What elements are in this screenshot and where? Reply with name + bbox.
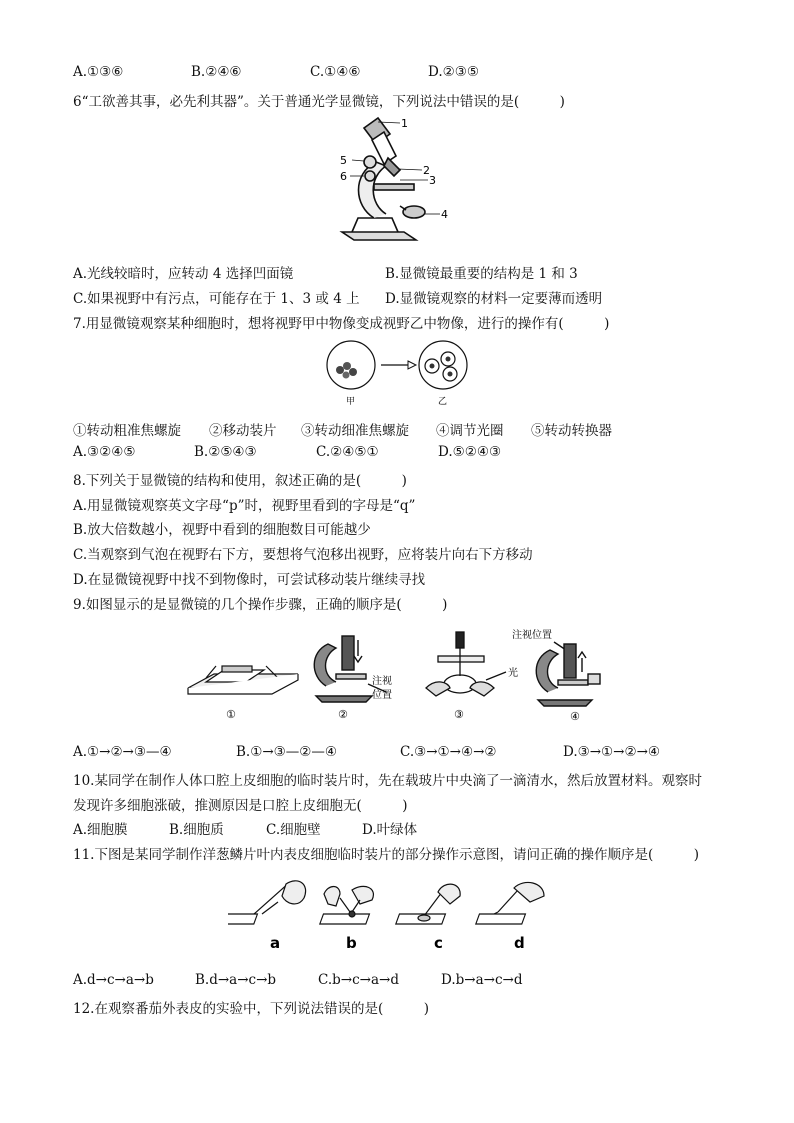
microscope-label-2: 2 (423, 164, 430, 177)
prep-label-a: a (270, 934, 281, 952)
q7-step-5: ⑤转动转换器 (531, 423, 612, 439)
q7-step-3: ③转动细准焦螺旋 (301, 423, 409, 439)
slide-preparation-figure (228, 874, 564, 954)
step-label-2: ② (338, 708, 348, 721)
q6-option-b: B.显微镜最重要的结构是 1 和 3 (385, 266, 578, 282)
step-label-1: ① (226, 708, 236, 721)
view-field-label-jia: 甲 (346, 397, 356, 407)
q12-stem: 12.在观察番茄外表皮的实验中，下列说法错误的是( ) (73, 1001, 430, 1017)
q10-option-a: A.细胞膜 (73, 822, 128, 838)
q10-option-d: D.叶绿体 (362, 822, 418, 838)
step-label-zhushi: 注视 (372, 676, 392, 687)
q9-option-a: A.①→②→③—④ (73, 744, 172, 760)
q7-option-c: C.②④⑤① (316, 444, 379, 460)
q8-option-c: C.当观察到气泡在视野右下方，要想将气泡移出视野，应将装片向右下方移动 (73, 547, 533, 563)
q5-option-b: B.②④⑥ (191, 64, 242, 80)
step-label-guang: 光 (508, 668, 518, 679)
q5-option-a: A.①③⑥ (73, 64, 124, 80)
view-field-label-yi: 乙 (438, 397, 448, 407)
q10-stem-line2: 发现许多细胞涨破，推测原因是口腔上皮细胞无( ) (73, 798, 408, 814)
q7-option-a: A.③②④⑤ (73, 444, 136, 460)
q8-option-d: D.在显微镜视野中找不到物像时，可尝试移动装片继续寻找 (73, 572, 426, 588)
step-label-zhushiweizhi: 注视位置 (512, 630, 552, 641)
microscope-label-4: 4 (441, 208, 448, 221)
q8-option-b: B.放大倍数越小，视野中看到的细胞数目可能越少 (73, 522, 371, 538)
microscope-steps-figure (186, 626, 606, 728)
q6-option-d: D.显微镜观察的材料一定要薄而透明 (385, 291, 603, 307)
q10-option-c: C.细胞壁 (266, 822, 321, 838)
q9-option-d: D.③→①→②→④ (563, 744, 660, 760)
microscope-label-6: 6 (340, 170, 347, 183)
q7-step-1: ①转动粗准焦螺旋 (73, 423, 181, 439)
microscope-label-5: 5 (340, 154, 347, 167)
q5-option-d: D.②③⑤ (428, 64, 479, 80)
q11-option-c: C.b→c→a→d (318, 972, 399, 988)
microscope-label-3: 3 (429, 174, 436, 187)
prep-label-d: d (514, 934, 525, 952)
view-field-figure (326, 336, 472, 408)
q11-option-b: B.d→a→c→b (195, 972, 277, 988)
q11-stem: 11.下图是某同学制作洋葱鳞片叶内表皮细胞临时装片的部分操作示意图，请问正确的操作顺序是( ) (73, 847, 700, 863)
q10-stem-line1: 10.某同学在制作人体口腔上皮细胞的临时装片时，先在载玻片中央滴了一滴清水，然后放置材料。观察时 (73, 773, 702, 789)
q6-stem: 6“工欲善其事，必先利其器”。关于普通光学显微镜，下列说法中错误的是( ) (73, 94, 565, 110)
q7-step-2: ②移动装片 (209, 423, 277, 439)
q5-option-c: C.①④⑥ (310, 64, 361, 80)
q9-option-c: C.③→①→④→② (400, 744, 497, 760)
q7-step-4: ④调节光圈 (436, 423, 504, 439)
step-label-weizhi: 位置 (372, 690, 392, 701)
q11-option-a: A.d→c→a→b (73, 972, 154, 988)
prep-label-b: b (346, 934, 357, 952)
q8-stem: 8.下列关于显微镜的结构和使用，叙述正确的是( ) (73, 473, 407, 489)
q6-option-a: A.光线较暗时，应转动 4 选择凹面镜 (73, 266, 294, 282)
microscope-label-1: 1 (401, 117, 408, 130)
q7-option-d: D.⑤②④③ (438, 444, 502, 460)
q8-option-a: A.用显微镜观察英文字母“p”时，视野里看到的字母是“q” (73, 498, 416, 514)
prep-label-c: c (434, 934, 443, 952)
q9-stem: 9.如图显示的是显微镜的几个操作步骤，正确的顺序是( ) (73, 597, 448, 613)
q9-option-b: B.①→③—②—④ (236, 744, 337, 760)
q6-option-c: C.如果视野中有污点，可能存在于 1、3 或 4 上 (73, 291, 360, 307)
q7-option-b: B.②⑤④③ (194, 444, 257, 460)
q7-stem: 7.用显微镜观察某种细胞时，想将视野甲中物像变成视野乙中物像，进行的操作有( ) (73, 316, 610, 332)
microscope-figure (334, 114, 454, 248)
q11-option-d: D.b→a→c→d (441, 972, 523, 988)
step-label-4: ④ (570, 710, 580, 723)
q10-option-b: B.细胞质 (169, 822, 224, 838)
step-label-3: ③ (454, 708, 464, 721)
